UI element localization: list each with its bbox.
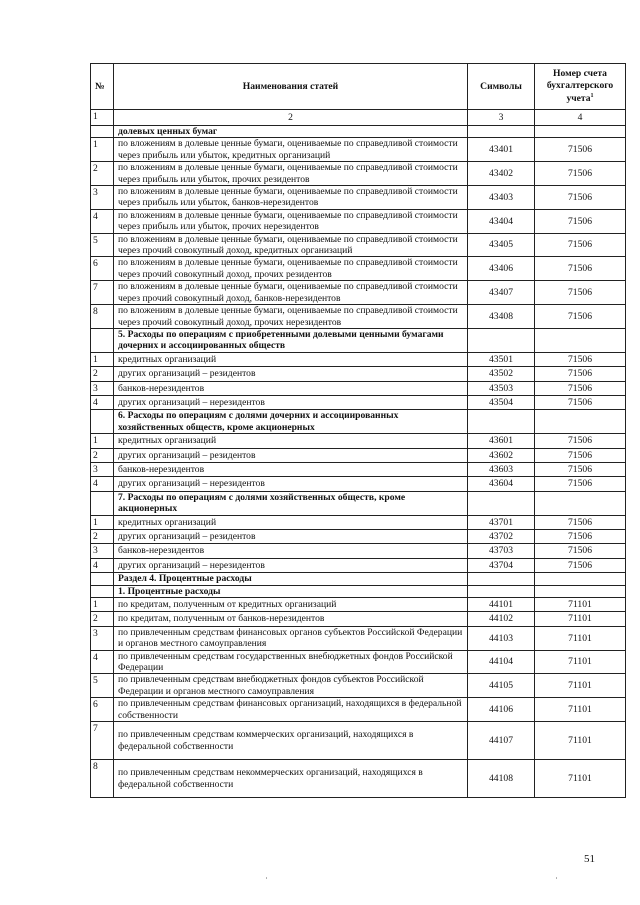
table-row bbox=[91, 674, 626, 698]
index-cell-4: 4 bbox=[535, 110, 626, 126]
section-account-cell bbox=[535, 573, 626, 585]
row-symbol: 43404 bbox=[468, 209, 535, 233]
section-num-cell bbox=[91, 126, 114, 138]
row-account: 71101 bbox=[535, 626, 626, 650]
section-title: долевых ценных бумаг bbox=[114, 126, 468, 138]
row-name: по вложениям в долевые ценные бумаги, оцениваемые по справедливой стоимости через прочий совокупный доход, банков-нерезидентов bbox=[114, 281, 468, 305]
section-num-cell bbox=[91, 410, 114, 434]
row-number: 1 bbox=[91, 434, 114, 448]
column-index-row bbox=[91, 110, 626, 126]
row-number: 7 bbox=[91, 281, 114, 305]
row-symbol: 44104 bbox=[468, 650, 535, 674]
row-account: 71506 bbox=[535, 352, 626, 366]
row-name: по вложениям в долевые ценные бумаги, оцениваемые по справедливой стоимости через прочий совокупный доход, прочих резидентов bbox=[114, 257, 468, 281]
table-row bbox=[91, 558, 626, 572]
row-name: кредитных организаций bbox=[114, 434, 468, 448]
row-name: других организаций – резидентов bbox=[114, 367, 468, 381]
row-name: банков-нерезидентов bbox=[114, 544, 468, 558]
row-number: 8 bbox=[91, 760, 114, 798]
section-symbol-cell bbox=[468, 126, 535, 138]
row-account: 71101 bbox=[535, 698, 626, 722]
row-account: 71101 bbox=[535, 722, 626, 760]
row-account: 71506 bbox=[535, 209, 626, 233]
section-account-cell bbox=[535, 126, 626, 138]
row-name: кредитных организаций bbox=[114, 352, 468, 366]
row-account: 71506 bbox=[535, 257, 626, 281]
section-row bbox=[91, 573, 626, 585]
row-account: 71506 bbox=[535, 186, 626, 210]
table-row bbox=[91, 257, 626, 281]
table-row bbox=[91, 233, 626, 257]
accounts-table bbox=[90, 63, 626, 798]
row-name: по вложениям в долевые ценные бумаги, оцениваемые по справедливой стоимости через прочий совокупный доход, прочих нерезидентов bbox=[114, 305, 468, 329]
table-row bbox=[91, 698, 626, 722]
page-number: 51 bbox=[584, 853, 595, 865]
row-symbol: 43401 bbox=[468, 138, 535, 162]
row-account: 71506 bbox=[535, 530, 626, 544]
row-name: по вложениям в долевые ценные бумаги, оцениваемые по справедливой стоимости через прочий совокупный доход, кредитных организаций bbox=[114, 233, 468, 257]
row-number: 8 bbox=[91, 305, 114, 329]
row-symbol: 44101 bbox=[468, 598, 535, 612]
section-symbol-cell bbox=[468, 328, 535, 352]
section-row bbox=[91, 410, 626, 434]
table-row bbox=[91, 612, 626, 626]
row-account: 71506 bbox=[535, 381, 626, 395]
section-title: 7. Расходы по операциям с долями хозяйственных обществ, кроме акционерных bbox=[114, 491, 468, 515]
section-account-cell bbox=[535, 585, 626, 597]
header-symbols: Символы bbox=[468, 64, 535, 110]
section-num-cell bbox=[91, 328, 114, 352]
row-account: 71506 bbox=[535, 544, 626, 558]
row-symbol: 43703 bbox=[468, 544, 535, 558]
section-symbol-cell bbox=[468, 410, 535, 434]
row-name: других организаций – нерезидентов bbox=[114, 477, 468, 491]
header-account-footnote: 1 bbox=[590, 93, 594, 100]
row-number: 4 bbox=[91, 477, 114, 491]
index-cell-3: 3 bbox=[468, 110, 535, 126]
row-number: 3 bbox=[91, 186, 114, 210]
row-number: 2 bbox=[91, 612, 114, 626]
row-number: 4 bbox=[91, 558, 114, 572]
row-name: других организаций – нерезидентов bbox=[114, 395, 468, 409]
row-symbol: 43501 bbox=[468, 352, 535, 366]
row-account: 71506 bbox=[535, 395, 626, 409]
row-symbol: 43405 bbox=[468, 233, 535, 257]
table-row bbox=[91, 367, 626, 381]
row-symbol: 43601 bbox=[468, 434, 535, 448]
row-account: 71101 bbox=[535, 612, 626, 626]
row-number: 3 bbox=[91, 544, 114, 558]
table-row bbox=[91, 448, 626, 462]
row-name: по привлеченным средствам некоммерческих организаций, находящихся в федеральной собственности bbox=[114, 760, 468, 798]
row-symbol: 43502 bbox=[468, 367, 535, 381]
table-row bbox=[91, 162, 626, 186]
row-symbol: 43701 bbox=[468, 515, 535, 529]
row-name: по вложениям в долевые ценные бумаги, оцениваемые по справедливой стоимости через прибыль или убыток, кредитных организаций bbox=[114, 138, 468, 162]
table-header-row bbox=[91, 64, 626, 110]
table-row bbox=[91, 760, 626, 798]
row-number: 4 bbox=[91, 209, 114, 233]
row-symbol: 44102 bbox=[468, 612, 535, 626]
row-symbol: 43503 bbox=[468, 381, 535, 395]
row-account: 71101 bbox=[535, 650, 626, 674]
row-number: 2 bbox=[91, 530, 114, 544]
row-number: 2 bbox=[91, 448, 114, 462]
table-row bbox=[91, 544, 626, 558]
row-name: по привлеченным средствам государственных внебюджетных фондов Российской Федерации bbox=[114, 650, 468, 674]
row-name: по привлеченным средствам финансовых организаций, находящихся в федеральной собственности bbox=[114, 698, 468, 722]
row-symbol: 44103 bbox=[468, 626, 535, 650]
table-row bbox=[91, 395, 626, 409]
section-symbol-cell bbox=[468, 491, 535, 515]
row-symbol: 43406 bbox=[468, 257, 535, 281]
row-account: 71101 bbox=[535, 674, 626, 698]
row-number: 1 bbox=[91, 138, 114, 162]
row-number: 4 bbox=[91, 650, 114, 674]
row-number: 6 bbox=[91, 257, 114, 281]
row-name: по привлеченным средствам финансовых органов субъектов Российской Федерации и органов местного самоуправления bbox=[114, 626, 468, 650]
row-symbol: 44106 bbox=[468, 698, 535, 722]
table-row bbox=[91, 281, 626, 305]
section-account-cell bbox=[535, 491, 626, 515]
section-symbol-cell bbox=[468, 585, 535, 597]
header-account-line2: бухгалтерского bbox=[546, 79, 614, 91]
table-row bbox=[91, 515, 626, 529]
row-account: 71506 bbox=[535, 305, 626, 329]
row-number: 6 bbox=[91, 698, 114, 722]
row-number: 3 bbox=[91, 381, 114, 395]
section-title: 1. Процентные расходы bbox=[114, 585, 468, 597]
row-account: 71506 bbox=[535, 477, 626, 491]
table-row bbox=[91, 626, 626, 650]
table-row bbox=[91, 650, 626, 674]
row-account: 71101 bbox=[535, 760, 626, 798]
section-num-cell bbox=[91, 573, 114, 585]
row-account: 71506 bbox=[535, 162, 626, 186]
row-account: 71506 bbox=[535, 558, 626, 572]
table-row bbox=[91, 434, 626, 448]
row-symbol: 43603 bbox=[468, 462, 535, 476]
header-account bbox=[535, 64, 626, 110]
section-account-cell bbox=[535, 410, 626, 434]
row-symbol: 43402 bbox=[468, 162, 535, 186]
table-row bbox=[91, 381, 626, 395]
row-number: 2 bbox=[91, 162, 114, 186]
section-num-cell bbox=[91, 491, 114, 515]
index-cell-2: 2 bbox=[114, 110, 468, 126]
section-num-cell bbox=[91, 585, 114, 597]
section-symbol-cell bbox=[468, 573, 535, 585]
header-account-line1: Номер счета bbox=[553, 68, 607, 80]
row-name: по привлеченным средствам внебюджетных фондов субъектов Российской Федерации и органов местного самоуправления bbox=[114, 674, 468, 698]
row-number: 7 bbox=[91, 722, 114, 760]
row-account: 71506 bbox=[535, 515, 626, 529]
row-name: по вложениям в долевые ценные бумаги, оцениваемые по справедливой стоимости через прибыль или убыток, прочих нерезидентов bbox=[114, 209, 468, 233]
row-name: по привлеченным средствам коммерческих организаций, находящихся в федеральной собственности bbox=[114, 722, 468, 760]
table-row bbox=[91, 209, 626, 233]
row-account: 71506 bbox=[535, 233, 626, 257]
row-symbol: 43702 bbox=[468, 530, 535, 544]
row-number: 5 bbox=[91, 674, 114, 698]
row-account: 71506 bbox=[535, 462, 626, 476]
row-number: 3 bbox=[91, 462, 114, 476]
table-row bbox=[91, 305, 626, 329]
section-row bbox=[91, 328, 626, 352]
section-row bbox=[91, 491, 626, 515]
row-symbol: 44107 bbox=[468, 722, 535, 760]
row-number: 5 bbox=[91, 233, 114, 257]
row-account: 71506 bbox=[535, 434, 626, 448]
row-symbol: 43403 bbox=[468, 186, 535, 210]
row-name: других организаций – резидентов bbox=[114, 530, 468, 544]
row-account: 71506 bbox=[535, 138, 626, 162]
row-number: 2 bbox=[91, 367, 114, 381]
row-name: по кредитам, полученным от кредитных организаций bbox=[114, 598, 468, 612]
table-row bbox=[91, 722, 626, 760]
row-symbol: 44108 bbox=[468, 760, 535, 798]
table-row bbox=[91, 598, 626, 612]
row-number: 1 bbox=[91, 515, 114, 529]
row-name: по кредитам, полученным от банков-нерезидентов bbox=[114, 612, 468, 626]
row-name: других организаций – резидентов bbox=[114, 448, 468, 462]
table-row bbox=[91, 477, 626, 491]
row-account: 71506 bbox=[535, 367, 626, 381]
row-account: 71506 bbox=[535, 448, 626, 462]
row-symbol: 43408 bbox=[468, 305, 535, 329]
row-name: других организаций – нерезидентов bbox=[114, 558, 468, 572]
section-title: 6. Расходы по операциям с долями дочерних и ассоциированных хозяйственных обществ, кроме акционерных bbox=[114, 410, 468, 434]
row-symbol: 43602 bbox=[468, 448, 535, 462]
table-row bbox=[91, 186, 626, 210]
scan-mark-left: ˙ bbox=[265, 876, 268, 886]
row-symbol: 43604 bbox=[468, 477, 535, 491]
row-account: 71506 bbox=[535, 281, 626, 305]
header-name: Наименования статей bbox=[114, 64, 468, 110]
row-name: по вложениям в долевые ценные бумаги, оцениваемые по справедливой стоимости через прибыль или убыток, банков-нерезидентов bbox=[114, 186, 468, 210]
row-name: по вложениям в долевые ценные бумаги, оцениваемые по справедливой стоимости через прибыль или убыток, прочих резидентов bbox=[114, 162, 468, 186]
row-number: 4 bbox=[91, 395, 114, 409]
section-row bbox=[91, 126, 626, 138]
row-symbol: 43704 bbox=[468, 558, 535, 572]
section-title: Раздел 4. Процентные расходы bbox=[114, 573, 468, 585]
row-number: 3 bbox=[91, 626, 114, 650]
row-name: кредитных организаций bbox=[114, 515, 468, 529]
row-symbol: 44105 bbox=[468, 674, 535, 698]
row-number: 1 bbox=[91, 352, 114, 366]
row-symbol: 43407 bbox=[468, 281, 535, 305]
table-row bbox=[91, 462, 626, 476]
row-symbol: 43504 bbox=[468, 395, 535, 409]
table-row bbox=[91, 138, 626, 162]
table-row bbox=[91, 530, 626, 544]
section-title: 5. Расходы по операциям с приобретенными долевыми ценными бумагами дочерних и ассоциированных обществ bbox=[114, 328, 468, 352]
row-name: банков-нерезидентов bbox=[114, 462, 468, 476]
table-row bbox=[91, 352, 626, 366]
scan-mark-right: ˙ bbox=[555, 876, 558, 886]
section-account-cell bbox=[535, 328, 626, 352]
document-page bbox=[90, 63, 615, 798]
row-name: банков-нерезидентов bbox=[114, 381, 468, 395]
header-num: № bbox=[91, 64, 114, 110]
index-cell-1: 1 bbox=[91, 110, 114, 126]
header-account-line3: учета bbox=[566, 93, 591, 105]
row-account: 71101 bbox=[535, 598, 626, 612]
row-number: 1 bbox=[91, 598, 114, 612]
section-row bbox=[91, 585, 626, 597]
